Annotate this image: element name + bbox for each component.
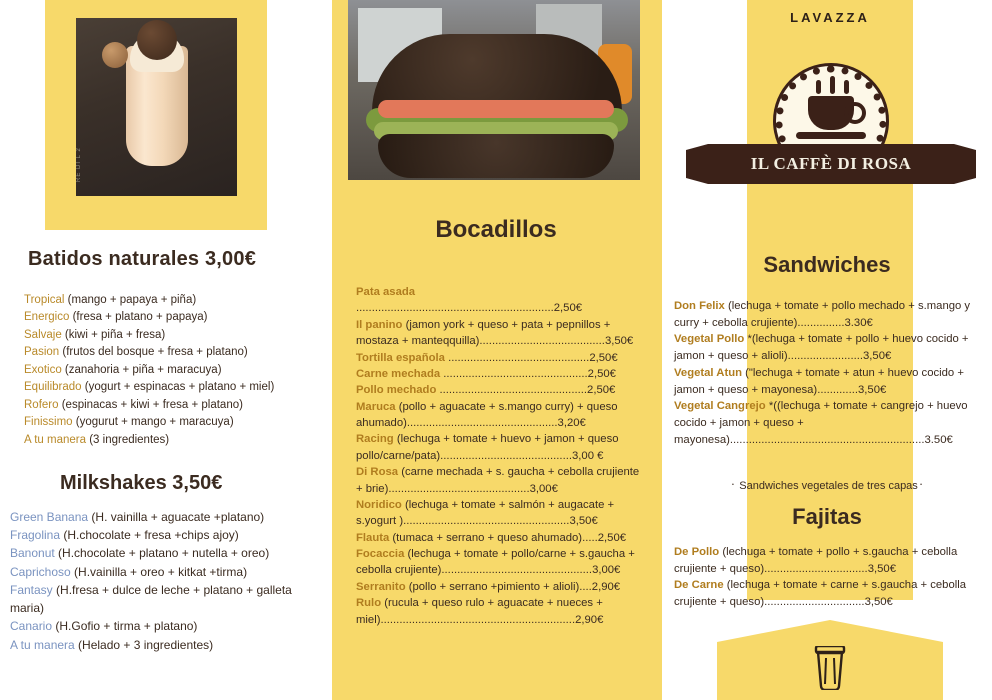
menu-item-name: Di Rosa xyxy=(356,466,402,479)
menu-item-name: Flauta xyxy=(356,531,393,544)
menu-item-desc: *((lechuga + tomate + cangrejo + huevo cocido + jamon + queso + mayonesa) xyxy=(674,400,968,446)
menu-item xyxy=(24,309,324,326)
menu-item xyxy=(356,431,644,464)
sandwiches-heading: Sandwiches xyxy=(763,252,891,277)
menu-item xyxy=(10,617,326,635)
photo-watermark: RE DI L 2 xyxy=(76,147,82,182)
menu-item-name: Don Felix xyxy=(674,300,728,312)
menu-item-desc: (lechuga + tomate + salmón + augacate + s.yogurt ) xyxy=(356,498,615,528)
bocadillos-heading: Bocadillos xyxy=(435,216,557,243)
column-batidos xyxy=(0,0,330,700)
menu-item-name: Exotico xyxy=(24,363,65,376)
menu-item-name: A tu manera xyxy=(24,433,90,446)
menu-item xyxy=(10,581,326,617)
menu-item-dots: ................................................ xyxy=(406,417,558,429)
menu-item-price: 3.50€ xyxy=(924,433,953,446)
logo-steam-icon-2 xyxy=(830,76,835,94)
menu-item-dots: ............................................. xyxy=(448,351,590,364)
menu-item-price: 2,50€ xyxy=(553,302,583,315)
menu-item xyxy=(356,530,644,546)
menu-item-dots: ................................. xyxy=(764,562,868,575)
menu-item-price: 2,90€ xyxy=(575,613,604,626)
menu-item-desc: (H.Gofio + tirma + platano) xyxy=(55,619,198,634)
menu-item-name: Salvaje xyxy=(24,328,65,341)
menu-item-price: 2,50€ xyxy=(597,531,627,544)
menu-item-name: Canario xyxy=(10,619,56,634)
menu-item-name: Energico xyxy=(24,311,73,324)
menu-item xyxy=(356,366,644,382)
menu-item-desc: (lechuga + tomate + carne + s.gaucha + cebolla crujiente + queso) xyxy=(674,579,967,609)
menu-item-desc: (H.chocolate + fresa +chips ajoy) xyxy=(63,528,239,543)
menu-item xyxy=(674,331,980,364)
logo-coffee-cup-icon xyxy=(808,96,854,130)
menu-item-price: 2,50€ xyxy=(587,384,616,397)
menu-item-dots: .............................................. xyxy=(443,367,588,380)
menu-item-dots: ................................................ xyxy=(441,564,593,577)
menu-item xyxy=(24,414,324,431)
coffee-cup-icon xyxy=(810,646,850,690)
menu-item-name: Caprichoso xyxy=(10,564,75,579)
column-divider-2 xyxy=(662,0,664,700)
menu-item-desc: *(lechuga + tomate + pollo + huevo cocido + jamon + queso + alioli) xyxy=(674,333,969,363)
menu-item-dots: ..... xyxy=(582,531,598,544)
menu-item-desc: (H.fresa + dulce de leche + platano + galleta maria) xyxy=(10,582,292,616)
menu-item xyxy=(10,636,326,654)
menu-item-desc: (H.vainilla + oreo + kitkat +tirma) xyxy=(74,564,248,579)
menu-item-desc: (frutos del bosque + fresa + platano) xyxy=(62,346,248,359)
menu-item-name: Serranito xyxy=(356,580,409,593)
menu-item xyxy=(674,398,980,448)
logo-steam-icon xyxy=(816,80,821,94)
batidos-title: Batidos naturales 3,00€ xyxy=(28,248,257,270)
column-divider-1 xyxy=(330,0,332,700)
menu-item-desc: (espinacas + kiwi + fresa + platano) xyxy=(61,398,243,411)
menu-item xyxy=(356,382,644,398)
sandwiches-list xyxy=(674,298,980,448)
menu-item-desc: (rucula + queso rulo + aguacate + nueces + miel) xyxy=(356,597,603,626)
menu-item xyxy=(356,595,644,628)
menu-item xyxy=(24,432,324,449)
sandwiches-note: ᛫ Sandwiches vegetales de tres capas᛫ xyxy=(729,480,925,492)
menu-item-price: 3,00 € xyxy=(571,449,604,462)
menu-item-name: Rofero xyxy=(24,398,62,411)
menu-item-price: 3,50€ xyxy=(858,383,887,396)
menu-item-price: 3,50€ xyxy=(864,596,893,609)
menu-item-desc: (lechuga + tomate + pollo + s.gaucha + cebolla crujiente + queso) xyxy=(674,546,958,575)
menu-item-desc: ("lechuga + tomate + atun + huevo cocido + jamon + queso + mayonesa) xyxy=(674,366,964,396)
menu-item-price: 2,90€ xyxy=(591,580,621,593)
menu-item-desc: (zanahoria + piña + maracuya) xyxy=(64,363,222,376)
batidos-list xyxy=(24,292,324,449)
menu-item-name: Finissimo xyxy=(24,416,76,429)
menu-item-name: Banonut xyxy=(10,546,59,561)
menu-item-price: 3,20€ xyxy=(557,417,586,429)
menu-item xyxy=(24,292,324,309)
menu-item-dots: .... xyxy=(579,580,592,593)
menu-item-price: 3,00€ xyxy=(592,564,621,577)
menu-item-name: De Carne xyxy=(674,579,727,592)
milkshake-photo xyxy=(76,18,237,196)
menu-item xyxy=(356,497,644,530)
menu-item-name: Maruca xyxy=(356,400,399,413)
menu-item-desc: (tumaca + serrano + queso ahumado) xyxy=(392,531,583,544)
menu-item xyxy=(10,544,326,562)
logo-saucer xyxy=(796,132,866,139)
menu-item-desc: (mango + papaya + piña) xyxy=(67,294,197,306)
menu-item-name: Fragolina xyxy=(10,528,64,543)
menu-item-dots: ............................................................... xyxy=(356,302,554,315)
menu-item xyxy=(356,579,644,595)
menu-item-desc: (H. vainilla + aguacate +platano) xyxy=(91,510,265,524)
menu-item-dots: ........................................ xyxy=(479,335,605,348)
menu-item-desc: (lechuga + tomate + pollo/carne + s.gaucha + cebolla crujiente) xyxy=(356,548,635,577)
menu-item-price: 3.30€ xyxy=(844,316,873,329)
menu-item-desc: (kiwi + piña + fresa) xyxy=(64,328,166,341)
milkshakes-list xyxy=(10,508,326,654)
menu-item xyxy=(356,350,644,366)
menu-item xyxy=(674,544,980,577)
menu-item-name: De Pollo xyxy=(674,546,723,558)
menu-item-name: Vegetal Cangrejo xyxy=(674,400,769,413)
menu-item-dots: .............................................................. xyxy=(729,433,925,446)
menu-item-price: 2,50€ xyxy=(589,351,618,364)
menu-item-name: Il panino xyxy=(356,318,406,331)
menu-item xyxy=(24,397,324,414)
photo-bottom-bun xyxy=(378,134,614,178)
menu-item xyxy=(24,327,324,344)
menu-item-name: Pata asada xyxy=(356,286,416,298)
menu-item-dots: ..................................................... xyxy=(403,515,570,528)
menu-item-desc: (pollo + aguacate + s.mango curry) + queso ahumado) xyxy=(356,400,618,429)
menu-item xyxy=(356,284,644,317)
menu-item-name: Pollo mechado xyxy=(356,384,440,397)
menu-item-desc: (3 ingredientes) xyxy=(89,433,170,446)
menu-item xyxy=(356,464,644,497)
menu-item-price: 2,50€ xyxy=(587,367,616,380)
menu-item xyxy=(24,379,324,396)
lavazza-label: LAVAZZA xyxy=(790,10,870,25)
fajitas-list xyxy=(674,544,980,611)
menu-item-desc: (fresa + platano + papaya) xyxy=(72,311,208,324)
logo-text: IL CAFFÈ DI ROSA xyxy=(750,154,912,173)
menu-item xyxy=(356,317,644,350)
photo-chocolate-ball xyxy=(137,20,177,60)
menu-item-price: 3,50€ xyxy=(569,515,598,528)
menu-item-name: Focaccia xyxy=(356,548,408,560)
menu-item-name: Rulo xyxy=(356,597,385,610)
menu-item xyxy=(356,399,644,432)
menu-item xyxy=(24,362,324,379)
menu-item-name: Racing xyxy=(356,433,397,446)
menu-item-dots: ............................................... xyxy=(439,384,588,397)
menu-item xyxy=(674,298,980,331)
menu-item-dots: ........................ xyxy=(787,350,863,363)
menu-item-name: Tortilla española xyxy=(356,351,449,364)
menu-item-dots: ................................ xyxy=(764,596,865,609)
column-sandwiches xyxy=(662,0,992,700)
menu-item-price: 3,50€ xyxy=(604,335,634,348)
menu-item-name: Noridico xyxy=(356,498,405,511)
menu-item-dots: .......................................... xyxy=(440,449,572,462)
menu-item-name: Vegetal Atun xyxy=(674,366,746,379)
menu-item-desc: (lechuga + tomate + pollo mechado + s.mango y curry + cebolla crujiente) xyxy=(674,300,971,329)
menu-item-name: Vegetal Pollo xyxy=(674,333,748,346)
menu-item-desc: (jamon york + queso + pata + pepnillos + mostaza + manteqquilla) xyxy=(356,318,611,348)
bocadillo-photo xyxy=(348,0,640,180)
menu-item-name: Carne mechada xyxy=(356,367,444,380)
menu-item-desc: (pollo + serrano +pimiento + alioli) xyxy=(408,580,580,593)
bocadillos-list xyxy=(356,284,644,628)
menu-item-price: 3,50€ xyxy=(863,350,892,363)
il-caffe-di-rosa-logo xyxy=(666,66,986,202)
menu-item-desc: (yogurut + mango + maracuya) xyxy=(75,416,234,429)
menu-item-name: Equilibrado xyxy=(24,381,85,394)
menu-item-name: A tu manera xyxy=(10,637,79,652)
menu-item xyxy=(674,577,980,610)
logo-steam-icon-3 xyxy=(844,80,849,94)
photo-second-ball xyxy=(102,42,128,68)
menu-item xyxy=(356,546,644,579)
menu-item-desc: (H.chocolate + platano + nutella + oreo) xyxy=(58,546,270,561)
menu-item xyxy=(10,563,326,581)
menu-item-desc: (carne mechada + s. gaucha + cebolla crujiente + brie) xyxy=(356,466,640,495)
photo-salmon xyxy=(378,100,614,118)
menu-item-name: Tropical xyxy=(24,294,68,306)
milkshakes-title: Milkshakes 3,50€ xyxy=(60,472,223,494)
column-bocadillos xyxy=(330,0,662,700)
menu-item-price: 3,50€ xyxy=(867,562,896,575)
menu-item xyxy=(10,508,326,526)
menu-item-dots: ............................................. xyxy=(388,482,530,495)
menu-item-name: Fantasy xyxy=(10,582,57,597)
menu-item-desc: (yogurt + espinacas + platano + miel) xyxy=(84,381,275,394)
menu-item-price: 3,00€ xyxy=(529,482,558,495)
menu-item-name: Green Banana xyxy=(10,510,92,524)
menu-item xyxy=(10,526,326,544)
menu-item xyxy=(674,365,980,398)
menu-item xyxy=(24,344,324,361)
menu-item-desc: (Helado + 3 ingredientes) xyxy=(78,637,214,652)
menu-item-desc: (lechuga + tomate + huevo + jamon + queso pollo/carne/pata) xyxy=(356,433,619,462)
menu-item-dots: .............................................................. xyxy=(380,613,576,626)
menu-item-name: Pasion xyxy=(24,346,63,359)
menu-item-dots: ............. xyxy=(817,383,858,396)
menu-item-dots: ............... xyxy=(797,316,845,329)
fajitas-heading: Fajitas xyxy=(792,504,862,529)
